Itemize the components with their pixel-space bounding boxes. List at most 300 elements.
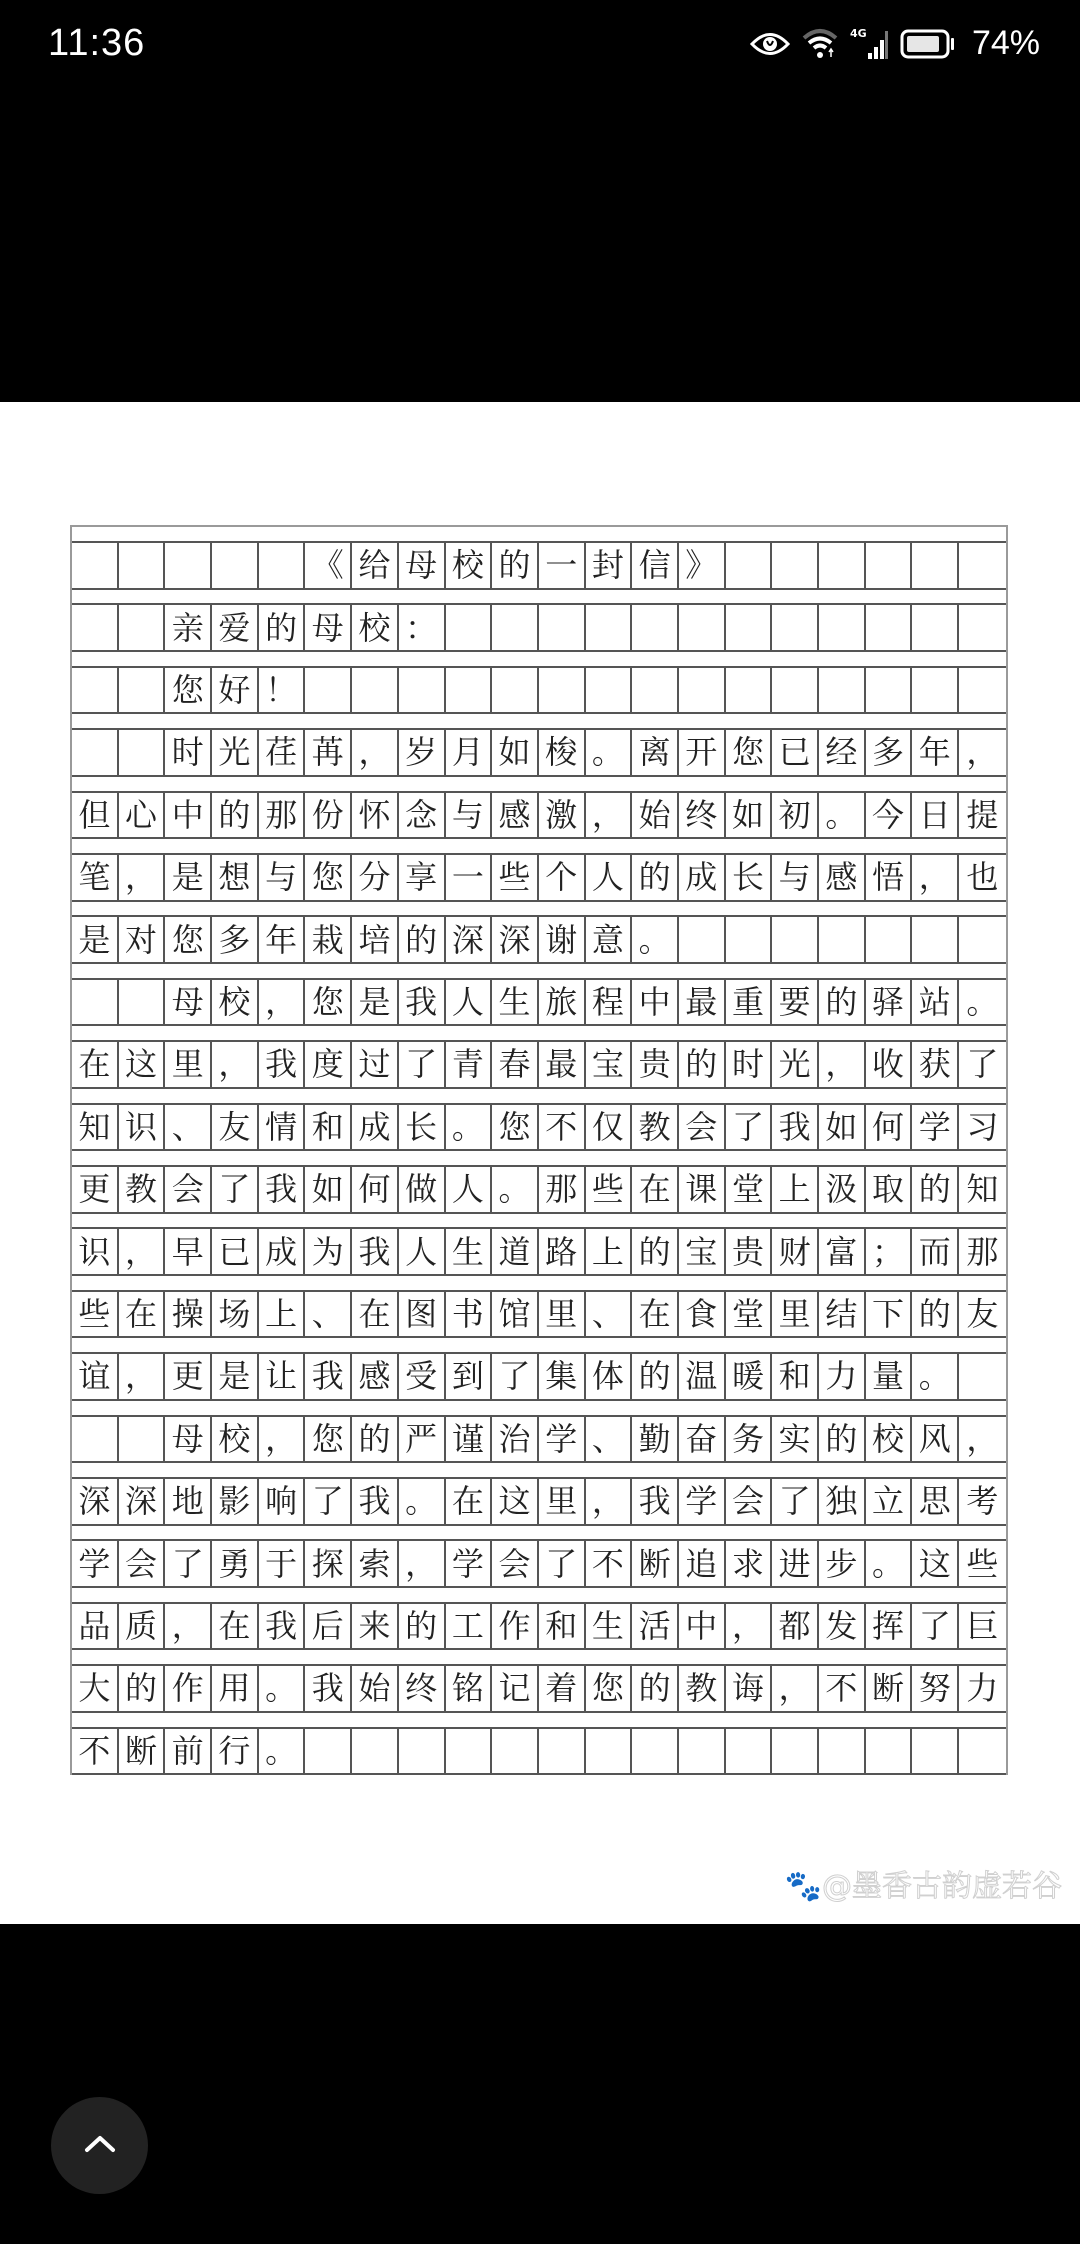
grid-cell xyxy=(539,668,586,713)
grid-cell xyxy=(586,668,633,713)
grid-cell: 好 xyxy=(212,668,259,713)
grid-cell: 在 xyxy=(212,1604,259,1649)
grid-cell: 作 xyxy=(165,1666,212,1711)
grid-cell: 谊 xyxy=(72,1354,119,1399)
grid-cell: 暖 xyxy=(726,1354,773,1399)
grid-row xyxy=(72,527,1006,590)
grid-cell: ， xyxy=(259,980,306,1025)
grid-cell: 用 xyxy=(212,1666,259,1711)
grid-cell: 是 xyxy=(352,980,399,1025)
grid-cell: 给 xyxy=(352,543,399,588)
grid-cell: 里 xyxy=(772,1292,819,1337)
grid-cell: 和 xyxy=(772,1354,819,1399)
grid-cell: 始 xyxy=(352,1666,399,1711)
grid-cell: 是 xyxy=(212,1354,259,1399)
grid-cell: 在 xyxy=(119,1292,166,1337)
grid-cell xyxy=(492,668,539,713)
grid-cell: 封 xyxy=(586,543,633,588)
grid-cell: 。 xyxy=(819,793,866,838)
image-viewer[interactable] xyxy=(0,402,1080,1924)
grid-cell: 了 xyxy=(492,1354,539,1399)
grid-cell xyxy=(539,1729,586,1774)
grid-cell: 温 xyxy=(679,1354,726,1399)
manuscript-grid xyxy=(70,525,1008,1775)
grid-cell: 梭 xyxy=(539,730,586,775)
grid-cell: 中 xyxy=(632,980,679,1025)
grid-cell: 如 xyxy=(492,730,539,775)
grid-cell: 成 xyxy=(259,1229,306,1274)
grid-cell: 我 xyxy=(305,1354,352,1399)
grid-cell xyxy=(912,543,959,588)
grid-cell xyxy=(726,1729,773,1774)
row-gap-strip xyxy=(72,1463,1006,1479)
grid-cell: 知 xyxy=(72,1105,119,1150)
grid-cell: 勇 xyxy=(212,1541,259,1586)
grid-cell xyxy=(72,1417,119,1462)
grid-cell: ， xyxy=(966,1419,999,1458)
grid-cell: 人 xyxy=(446,980,493,1025)
grid-cell: 多 xyxy=(212,917,259,962)
grid-cell: 的 xyxy=(912,1292,959,1337)
grid-cell: 受 xyxy=(399,1354,446,1399)
row-gap-strip xyxy=(72,652,1006,668)
grid-cell: ， xyxy=(586,793,633,838)
grid-cell: 努 xyxy=(912,1666,959,1711)
grid-cell: 不 xyxy=(819,1666,866,1711)
grid-cell: 大 xyxy=(72,1666,119,1711)
grid-cell: 成 xyxy=(352,1105,399,1150)
grid-cell: 重 xyxy=(726,980,773,1025)
grid-cell: 。 xyxy=(446,1105,493,1150)
grid-cell: 考 xyxy=(966,1482,999,1521)
row-gap-strip xyxy=(72,964,1006,980)
grid-cell: 上 xyxy=(586,1229,633,1274)
grid-cell xyxy=(866,917,913,962)
grid-cell: 母 xyxy=(399,543,446,588)
row-gap-strip xyxy=(72,589,1006,605)
grid-cell xyxy=(772,1729,819,1774)
grid-cell: 多 xyxy=(866,730,913,775)
grid-cell xyxy=(446,1729,493,1774)
grid-row xyxy=(72,839,1006,902)
grid-cell: 和 xyxy=(539,1604,586,1649)
grid-cell xyxy=(586,605,633,650)
grid-cell xyxy=(119,668,166,713)
grid-cell: 信 xyxy=(632,543,679,588)
grid-cell: 力 xyxy=(819,1354,866,1399)
grid-cell: 会 xyxy=(492,1541,539,1586)
grid-cell: 友 xyxy=(966,1295,999,1334)
grid-cell: 个 xyxy=(539,855,586,900)
row-gap-strip xyxy=(72,1026,1006,1042)
grid-cell xyxy=(866,668,913,713)
grid-cell: 是 xyxy=(72,917,119,962)
grid-cell: 何 xyxy=(352,1167,399,1212)
grid-cell xyxy=(119,980,166,1025)
grid-cell: 的 xyxy=(679,1042,726,1087)
row-cells xyxy=(72,1479,1006,1526)
grid-cell: 下 xyxy=(866,1292,913,1337)
grid-cell xyxy=(819,917,866,962)
grid-cell: 您 xyxy=(305,1417,352,1462)
grid-cell: 堂 xyxy=(726,1292,773,1337)
grid-cell: 长 xyxy=(726,855,773,900)
grid-cell: 光 xyxy=(772,1042,819,1087)
battery-percent: 74% xyxy=(971,24,1040,62)
grid-cell: 取 xyxy=(866,1167,913,1212)
grid-cell: 工 xyxy=(446,1604,493,1649)
grid-cell xyxy=(492,1729,539,1774)
grid-cell: 最 xyxy=(679,980,726,1025)
grid-cell: 宝 xyxy=(586,1042,633,1087)
grid-cell xyxy=(679,668,726,713)
watermark: 🐾@墨香古韵虚若谷 xyxy=(784,1869,1062,1904)
grid-cell xyxy=(726,605,773,650)
grid-cell: 今 xyxy=(866,793,913,838)
grid-cell xyxy=(679,1729,726,1774)
grid-cell: 经 xyxy=(819,730,866,775)
grid-cell: 时 xyxy=(726,1042,773,1087)
grid-cell: 驿 xyxy=(866,980,913,1025)
grid-cell: 友 xyxy=(212,1105,259,1150)
grid-row xyxy=(72,1089,1006,1152)
row-gap-strip xyxy=(72,1525,1006,1541)
grid-cell: 不 xyxy=(539,1105,586,1150)
grid-cell: 份 xyxy=(305,793,352,838)
grid-cell: 。 xyxy=(966,983,999,1022)
grid-cell: ， xyxy=(399,1541,446,1586)
grid-cell: 开 xyxy=(679,730,726,775)
row-cells xyxy=(72,917,1006,964)
grid-cell: 里 xyxy=(165,1042,212,1087)
grid-row xyxy=(72,1525,1006,1588)
grid-row xyxy=(72,1713,1006,1776)
grid-cell: 您 xyxy=(586,1666,633,1711)
grid-cell: 后 xyxy=(305,1604,352,1649)
grid-cell: 母 xyxy=(305,605,352,650)
grid-cell: 如 xyxy=(726,793,773,838)
row-gap-strip xyxy=(72,714,1006,730)
grid-cell: 光 xyxy=(212,730,259,775)
grid-cell: 书 xyxy=(446,1292,493,1337)
grid-cell: 在 xyxy=(446,1479,493,1524)
grid-cell: 心 xyxy=(119,793,166,838)
status-time: 11:36 xyxy=(48,22,146,64)
grid-cell: 结 xyxy=(819,1292,866,1337)
row-cells xyxy=(72,1604,1006,1651)
grid-cell xyxy=(165,543,212,588)
grid-row xyxy=(72,1213,1006,1276)
grid-cell: 习 xyxy=(966,1107,999,1146)
grid-cell: 中 xyxy=(165,793,212,838)
grid-cell xyxy=(819,605,866,650)
grid-cell: 贵 xyxy=(726,1229,773,1274)
grid-row xyxy=(72,964,1006,1027)
row-gap-strip xyxy=(72,1089,1006,1105)
grid-cell xyxy=(632,668,679,713)
grid-cell: 风 xyxy=(912,1417,959,1462)
grid-cell: 谨 xyxy=(446,1417,493,1462)
grid-cell: 些 xyxy=(966,1544,999,1583)
grid-cell xyxy=(352,668,399,713)
grid-cell: 巨 xyxy=(966,1607,999,1646)
grid-cell xyxy=(726,543,773,588)
grid-cell: 学 xyxy=(679,1479,726,1524)
grid-cell: 与 xyxy=(772,855,819,900)
grid-cell: 想 xyxy=(212,855,259,900)
row-gap-strip xyxy=(72,1213,1006,1229)
grid-cell: 那 xyxy=(259,793,306,838)
grid-cell xyxy=(539,605,586,650)
grid-cell: 、 xyxy=(586,1292,633,1337)
grid-cell: 校 xyxy=(866,1417,913,1462)
grid-cell: 教 xyxy=(679,1666,726,1711)
grid-row xyxy=(72,1338,1006,1401)
grid-cell: 识 xyxy=(72,1229,119,1274)
row-cells xyxy=(72,668,1006,715)
grid-cell xyxy=(772,917,819,962)
grid-cell: 奋 xyxy=(679,1417,726,1462)
grid-cell: 的 xyxy=(352,1417,399,1462)
grid-cell: ， xyxy=(912,855,959,900)
grid-cell xyxy=(726,668,773,713)
grid-cell: 了 xyxy=(165,1541,212,1586)
status-icons xyxy=(750,24,1040,63)
grid-cell: 已 xyxy=(212,1229,259,1274)
grid-cell: 图 xyxy=(399,1292,446,1337)
grid-cell: 中 xyxy=(679,1604,726,1649)
grid-cell: 、 xyxy=(305,1292,352,1337)
grid-cell: 了 xyxy=(772,1479,819,1524)
grid-cell: 》 xyxy=(679,543,726,588)
grid-cell: 您 xyxy=(165,668,212,713)
grid-cell: 母 xyxy=(165,980,212,1025)
grid-cell: 财 xyxy=(772,1229,819,1274)
grid-row xyxy=(72,589,1006,652)
grid-cell: 前 xyxy=(165,1729,212,1774)
grid-cell: 我 xyxy=(259,1167,306,1212)
grid-cell: 感 xyxy=(819,855,866,900)
grid-cell: 。 xyxy=(399,1479,446,1524)
grid-cell xyxy=(259,543,306,588)
grid-cell xyxy=(305,1729,352,1774)
cellular-signal-icon xyxy=(850,27,888,61)
grid-cell: 对 xyxy=(119,917,166,962)
grid-cell: 。 xyxy=(586,730,633,775)
grid-cell: 挥 xyxy=(866,1604,913,1649)
grid-cell: ， xyxy=(119,1229,166,1274)
grid-cell: 您 xyxy=(305,855,352,900)
grid-cell: 我 xyxy=(352,1229,399,1274)
grid-cell: 感 xyxy=(352,1354,399,1399)
grid-cell: 的 xyxy=(259,605,306,650)
grid-cell: 集 xyxy=(539,1354,586,1399)
row-cells xyxy=(72,1292,1006,1339)
grid-cell: 如 xyxy=(819,1105,866,1150)
row-gap-strip xyxy=(72,527,1006,543)
grid-cell: 意 xyxy=(586,917,633,962)
grid-cell: 谢 xyxy=(539,917,586,962)
row-gap-strip xyxy=(72,1151,1006,1167)
grid-cell: 勤 xyxy=(632,1417,679,1462)
grid-cell: 课 xyxy=(679,1167,726,1212)
grid-cell: 行 xyxy=(212,1729,259,1774)
grid-cell: 《 xyxy=(305,543,352,588)
grid-cell: 了 xyxy=(726,1105,773,1150)
grid-cell: 一 xyxy=(539,543,586,588)
grid-cell xyxy=(492,605,539,650)
grid-cell: 的 xyxy=(632,1229,679,1274)
grid-row xyxy=(72,1650,1006,1713)
grid-cell: 悟 xyxy=(866,855,913,900)
grid-cell: 些 xyxy=(72,1292,119,1337)
grid-cell xyxy=(912,917,959,962)
grid-cell: 那 xyxy=(539,1167,586,1212)
grid-cell: 的 xyxy=(819,1417,866,1462)
grid-cell xyxy=(912,668,959,713)
grid-cell: 念 xyxy=(399,793,446,838)
grid-cell: 日 xyxy=(912,793,959,838)
grid-cell: 的 xyxy=(819,980,866,1025)
grid-cell: 为 xyxy=(305,1229,352,1274)
grid-cell: 思 xyxy=(912,1479,959,1524)
grid-cell: 些 xyxy=(492,855,539,900)
grid-cell: 仅 xyxy=(586,1105,633,1150)
grid-cell: ， xyxy=(165,1604,212,1649)
grid-cell: ， xyxy=(119,855,166,900)
grid-cell: 会 xyxy=(679,1105,726,1150)
grid-cell: 。 xyxy=(866,1541,913,1586)
grid-row xyxy=(72,1026,1006,1089)
grid-cell xyxy=(819,668,866,713)
row-cells xyxy=(72,1167,1006,1214)
grid-cell: 求 xyxy=(726,1541,773,1586)
grid-cell xyxy=(772,543,819,588)
grid-cell: 的 xyxy=(399,917,446,962)
grid-cell: 了 xyxy=(212,1167,259,1212)
row-cells xyxy=(72,1666,1006,1713)
grid-cell: 的 xyxy=(212,793,259,838)
grid-cell: 体 xyxy=(586,1354,633,1399)
grid-cell: 苒 xyxy=(305,730,352,775)
grid-cell: 校 xyxy=(212,1417,259,1462)
grid-cell: 激 xyxy=(539,793,586,838)
grid-cell: 了 xyxy=(539,1541,586,1586)
row-gap-strip xyxy=(72,1401,1006,1417)
grid-cell: 场 xyxy=(212,1292,259,1337)
grid-cell: 来 xyxy=(352,1604,399,1649)
grid-cell: 都 xyxy=(772,1604,819,1649)
grid-cell: 深 xyxy=(492,917,539,962)
grid-cell: 识 xyxy=(119,1105,166,1150)
grid-cell: 操 xyxy=(165,1292,212,1337)
grid-cell: 我 xyxy=(399,980,446,1025)
grid-cell: 与 xyxy=(446,793,493,838)
grid-cell: 校 xyxy=(352,605,399,650)
grid-cell: 了 xyxy=(966,1045,999,1084)
grid-cell: 这 xyxy=(912,1541,959,1586)
grid-cell xyxy=(959,543,1006,588)
grid-cell: 更 xyxy=(72,1167,119,1212)
grid-cell: 和 xyxy=(305,1105,352,1150)
grid-cell: 断 xyxy=(119,1729,166,1774)
grid-cell xyxy=(119,605,166,650)
grid-cell: 年 xyxy=(912,730,959,775)
grid-cell: 我 xyxy=(259,1042,306,1087)
grid-cell: 荏 xyxy=(259,730,306,775)
grid-cell: 馆 xyxy=(492,1292,539,1337)
grid-cell: 栽 xyxy=(305,917,352,962)
grid-cell xyxy=(212,543,259,588)
grid-row xyxy=(72,1463,1006,1526)
grid-cell: 学 xyxy=(539,1417,586,1462)
row-gap-strip xyxy=(72,1713,1006,1729)
grid-cell: 这 xyxy=(492,1479,539,1524)
grid-cell: 深 xyxy=(119,1479,166,1524)
grid-cell xyxy=(726,917,773,962)
grid-cell xyxy=(772,668,819,713)
grid-cell: 度 xyxy=(305,1042,352,1087)
grid-cell: 的 xyxy=(632,855,679,900)
grid-cell: 已 xyxy=(772,730,819,775)
grid-cell: 过 xyxy=(352,1042,399,1087)
grid-cell: 初 xyxy=(772,793,819,838)
grid-cell: 断 xyxy=(632,1541,679,1586)
grid-cell: 更 xyxy=(165,1354,212,1399)
row-cells xyxy=(72,1417,1006,1464)
grid-cell: 获 xyxy=(912,1042,959,1087)
svg-text:4G: 4G xyxy=(849,26,867,40)
grid-cell: 旅 xyxy=(539,980,586,1025)
grid-cell: 何 xyxy=(866,1105,913,1150)
grid-cell: 进 xyxy=(772,1541,819,1586)
grid-cell: 生 xyxy=(586,1604,633,1649)
grid-cell: 在 xyxy=(352,1292,399,1337)
grid-cell: 分 xyxy=(352,855,399,900)
grid-cell: 。 xyxy=(259,1666,306,1711)
grid-cell xyxy=(399,668,446,713)
row-gap-strip xyxy=(72,1650,1006,1666)
grid-cell xyxy=(72,980,119,1025)
grid-cell xyxy=(632,605,679,650)
grid-cell: ， xyxy=(259,1417,306,1462)
row-cells xyxy=(72,793,1006,840)
grid-cell: 爱 xyxy=(212,605,259,650)
grid-cell: 的 xyxy=(632,1354,679,1399)
grid-cell: 知 xyxy=(966,1170,999,1209)
grid-cell: 堂 xyxy=(726,1167,773,1212)
grid-cell: 记 xyxy=(492,1666,539,1711)
grid-cell: 富 xyxy=(819,1229,866,1274)
grid-cell: 我 xyxy=(772,1105,819,1150)
status-bar xyxy=(0,0,1080,90)
grid-cell xyxy=(399,1729,446,1774)
grid-cell: 了 xyxy=(399,1042,446,1087)
row-gap-strip xyxy=(72,1338,1006,1354)
grid-cell: 青 xyxy=(446,1042,493,1087)
grid-cell: 道 xyxy=(492,1229,539,1274)
grid-cell: 不 xyxy=(586,1541,633,1586)
grid-cell: 探 xyxy=(305,1541,352,1586)
grid-row xyxy=(72,1588,1006,1651)
row-cells xyxy=(72,1229,1006,1276)
grid-cell: 着 xyxy=(539,1666,586,1711)
grid-cell: 做 xyxy=(399,1167,446,1212)
grid-cell: 深 xyxy=(446,917,493,962)
grid-cell: 培 xyxy=(352,917,399,962)
scroll-to-top-button[interactable] xyxy=(51,2097,148,2194)
grid-cell: ， xyxy=(819,1042,866,1087)
